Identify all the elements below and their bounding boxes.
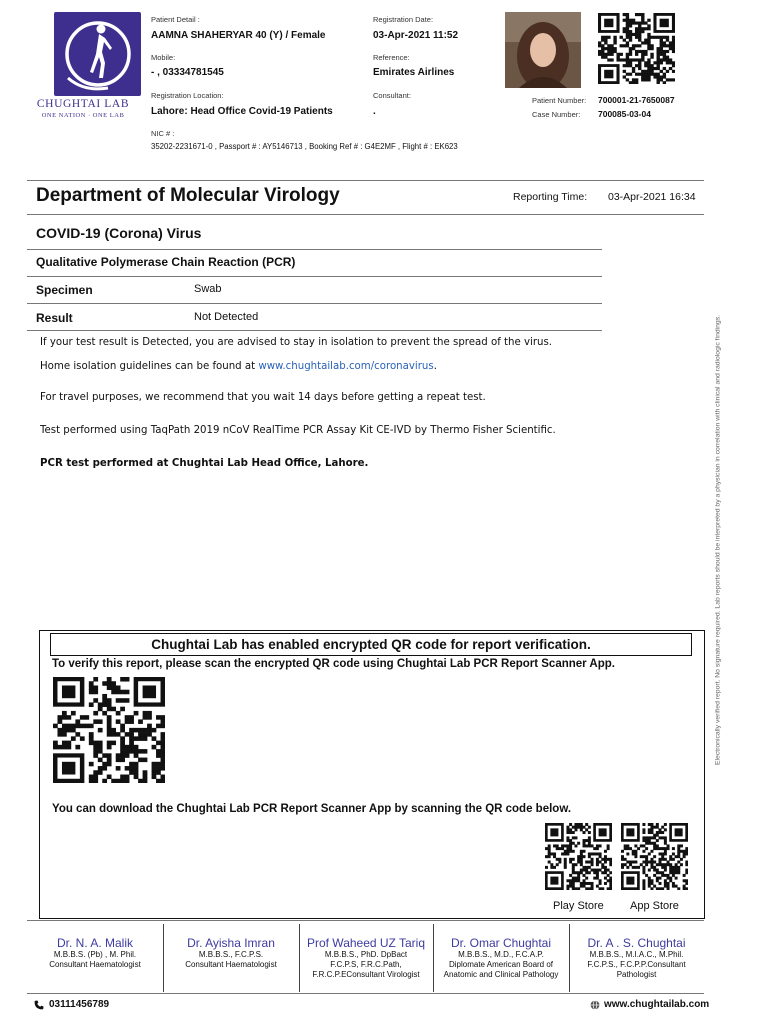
- result-value: Not Detected: [194, 311, 259, 323]
- mobile-label: Mobile:: [151, 53, 176, 62]
- walking-man-icon: [54, 12, 141, 96]
- logo-emblem: [54, 12, 141, 96]
- divider: [27, 276, 602, 277]
- doctor-card: [27, 924, 163, 992]
- verification-title: Chughtai Lab has enabled encrypted QR code for report verification.: [50, 633, 692, 656]
- doctor-qualification: M.B.B.S. (Pb) , M. Phil.: [53, 950, 137, 959]
- patient-detail-label: Patient Detail :: [151, 15, 200, 24]
- doctor-title: Consultant Haematologist: [185, 960, 277, 969]
- doctor-card: [163, 924, 299, 992]
- divider: [27, 180, 704, 181]
- department-title: Department of Molecular Virology: [36, 185, 340, 206]
- app-store-label: App Store: [630, 900, 679, 912]
- doctor-title: Anatomic and Clinical Pathology: [443, 970, 559, 979]
- case-number-value: 700085-03-04: [598, 109, 651, 119]
- doctor-card: [299, 924, 433, 992]
- doctor-title: Consultant Haematologist: [49, 960, 141, 969]
- note-isolation: If your test result is Detected, you are advised to stay in isolation to prevent the spread of the virus.: [40, 337, 553, 348]
- nic-label: NIC # :: [151, 129, 175, 138]
- phone-icon: [34, 1000, 44, 1010]
- footer-phone: [34, 999, 109, 1010]
- consultant-value: .: [373, 106, 376, 117]
- specimen-label: Specimen: [36, 283, 93, 297]
- reporting-time-value: 03-Apr-2021 16:34: [608, 191, 696, 203]
- logo-name: CHUGHTAI LAB: [36, 98, 130, 110]
- side-disclaimer-text: Electronically verified report. No signature required. Lab reports should be interpreted by a physician in correlation with clinical and radiologic findings.: [714, 315, 722, 765]
- doctor-title: F.R.C.P.EConsultant Virologist: [312, 970, 420, 979]
- doctor-qualification-2: F.C.P.S., F.C.P.P.Consultant: [587, 960, 686, 969]
- doctor-title: Pathologist: [616, 970, 657, 979]
- doctor-qualification: M.B.B.S., F.C.P.S.: [198, 950, 264, 959]
- test-method: Qualitative Polymerase Chain Reaction (PCR): [36, 255, 296, 269]
- reference-label: Reference:: [373, 53, 410, 62]
- mobile-value: - , 03334781545: [151, 67, 224, 78]
- divider: [27, 330, 602, 331]
- note-travel: For travel purposes, we recommend that you wait 14 days before getting a repeat test.: [40, 392, 486, 403]
- doctor-qualification: M.B.B.S., M.D., F.C.A.P.: [458, 950, 544, 959]
- patient-number-value: 700001-21-7650087: [598, 95, 675, 105]
- doctor-card: [433, 924, 569, 992]
- patient-number-label: Patient Number:: [532, 96, 587, 105]
- app-store-qr-code: [621, 823, 688, 890]
- doctor-name: Dr. Ayisha Imran: [187, 936, 275, 950]
- doctor-qualification-2: F.C.P.S, F.R.C.Path,: [330, 960, 402, 969]
- doctor-qualification: M.B.B.S., M.I.A.C., M.Phil.: [589, 950, 684, 959]
- note-location: PCR test performed at Chughtai Lab Head Office, Lahore.: [40, 458, 369, 469]
- divider: [27, 993, 704, 994]
- note-guidelines: [40, 361, 437, 372]
- note-assay: Test performed using TaqPath 2019 nCoV RealTime PCR Assay Kit CE-IVD by Thermo Fisher Scientific.: [40, 425, 556, 436]
- patient-detail-value: AAMNA SHAHERYAR 40 (Y) / Female: [151, 30, 326, 41]
- coronavirus-link[interactable]: www.chughtailab.com/coronavirus: [258, 361, 434, 372]
- footer-website: [590, 999, 709, 1010]
- note-guidelines-text: Home isolation guidelines can be found at: [40, 361, 259, 372]
- doctor-name: Dr. N. A. Malik: [56, 936, 133, 950]
- registration-location-value: Lahore: Head Office Covid-19 Patients: [151, 106, 333, 117]
- download-instruction: You can download the Chughtai Lab PCR Report Scanner App by scanning the QR code below.: [52, 803, 572, 815]
- globe-icon: [590, 1000, 600, 1010]
- divider: [27, 920, 704, 921]
- logo-tagline: ONE NATION · ONE LAB: [41, 112, 125, 119]
- note-guidelines-suffix: .: [433, 361, 437, 372]
- divider: [27, 249, 602, 250]
- verification-qr-code: [53, 677, 165, 783]
- reporting-time-label: Reporting Time:: [513, 191, 588, 203]
- registration-location-label: Registration Location:: [151, 91, 224, 100]
- result-label: Result: [36, 311, 73, 325]
- doctor-name: Dr. Omar Chughtai: [450, 936, 552, 950]
- doctor-name: Dr. A . S. Chughtai: [587, 936, 686, 950]
- virus-title: COVID-19 (Corona) Virus: [36, 225, 202, 241]
- website-link[interactable]: www.chughtailab.com: [604, 999, 710, 1010]
- nic-value: 35202-2231671-0 , Passport # : AY5146713 , Booking Ref # : G4E2MF , Flight # : EK623: [151, 142, 458, 151]
- verification-instruction: To verify this report, please scan the encrypted QR code using Chughtai Lab PCR Report Scanner App.: [52, 658, 615, 670]
- divider: [27, 214, 704, 215]
- reference-value: Emirates Airlines: [373, 67, 455, 78]
- patient-photo: [505, 12, 581, 88]
- specimen-value: Swab: [194, 283, 222, 295]
- play-store-label: Play Store: [553, 900, 604, 912]
- case-number-label: Case Number:: [532, 110, 581, 119]
- play-store-qr-code: [545, 823, 612, 890]
- registration-date-label: Registration Date:: [373, 15, 434, 24]
- doctor-qualification-2: Diplomate American Board of: [448, 960, 554, 969]
- divider: [27, 303, 602, 304]
- doctor-name: Prof Waheed UZ Tariq: [306, 936, 426, 950]
- doctor-qualification: M.B.B.S., PhD. DpBact: [324, 950, 408, 959]
- registration-date-value: 03-Apr-2021 11:52: [373, 30, 459, 41]
- patient-qr-code: [598, 13, 675, 84]
- phone-number[interactable]: 03111456789: [49, 999, 110, 1010]
- consultant-label: Consultant:: [373, 91, 411, 100]
- chughtai-lab-logo: [27, 12, 139, 122]
- doctor-card: [569, 924, 704, 992]
